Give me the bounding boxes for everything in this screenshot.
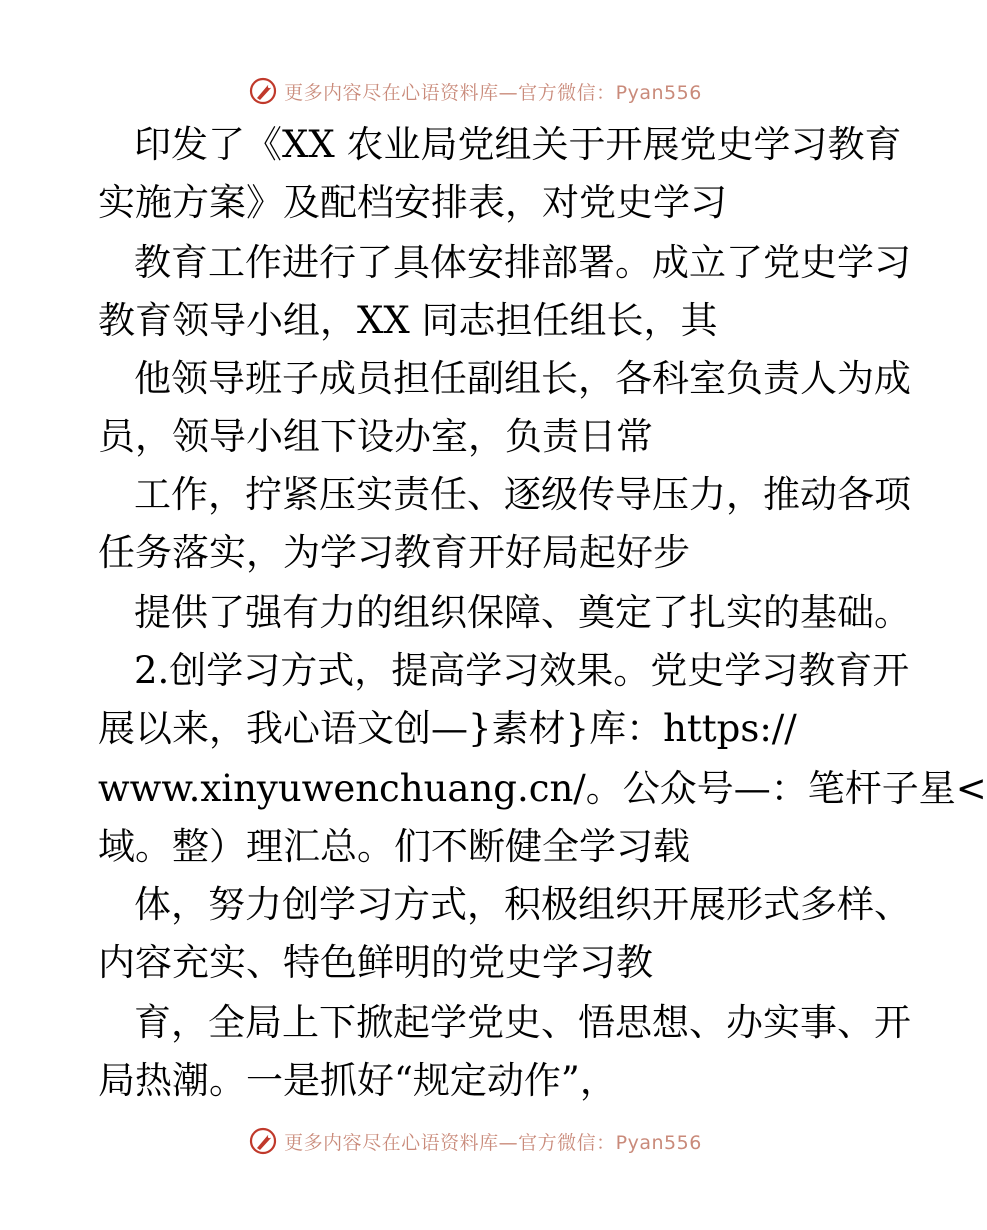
text-line: 实施方案》及配档安排表，对党史学习 [98,181,727,224]
text-line: 体，努力创学习方式，积极组织开展形式多样、 [134,883,911,926]
pen-nib-logo-icon [248,1126,278,1156]
header-watermark [0,71,950,111]
text-line: 任务落实，为学习教育开好局起好步 [98,531,690,574]
text-line: 工作，拧紧压实责任、逐级传导压力，推动各项 [134,473,911,516]
pen-nib-logo-icon [248,76,278,106]
text-line: 他领导班子成员担任副组长，各科室负责人为成 [134,357,911,400]
text-line: 2.创学习方式，提高学习效果。党史学习教育开 [134,649,910,692]
text-line: 员，领导小组下设办室，负责日常 [98,415,653,458]
text-line: 域。整）理汇总。们不断健全学习载 [98,825,690,868]
text-line: 教育领导小组，XX 同志担任组长，其 [98,299,718,342]
footer-watermark [0,1121,950,1161]
text-line: 展以来，我心语文创—}素材}库：https:// [98,707,797,750]
watermark-text: 更多内容尽在心语资料库—官方微信：Pyan556 [284,81,702,104]
text-line: 教育工作进行了具体安排部署。成立了党史学习 [134,241,911,284]
text-line: 提供了强有力的组织保障、奠定了扎实的基础。 [134,591,911,634]
text-line: 育，全局上下掀起学党史、悟思想、办实事、开 [134,1001,911,1044]
watermark-text: 更多内容尽在心语资料库—官方微信：Pyan556 [284,1131,702,1154]
text-line: 印发了《XX 农业局党组关于开展党史学习教育 [134,123,902,166]
text-line: 内容充实、特色鲜明的党史学习教 [98,941,653,984]
text-line: 局热潮。一是抓好“规定动作”， [98,1059,617,1102]
text-line: www.xinyuwenchuang.cn/。公众号—：笔杆子星< [98,767,987,810]
